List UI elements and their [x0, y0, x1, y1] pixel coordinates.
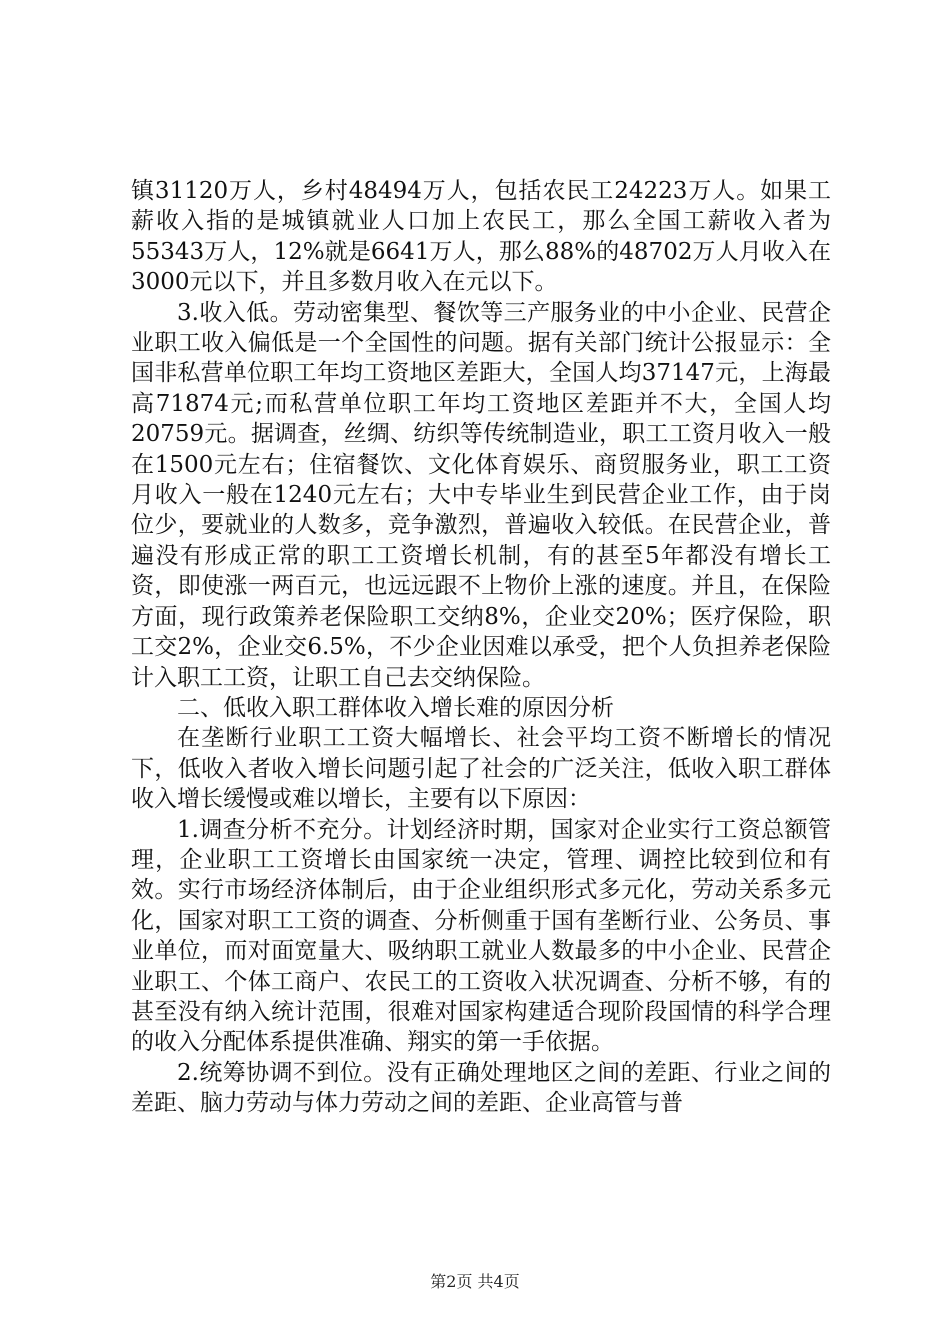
- paragraph-3: 在垄断行业职工工资大幅增长、社会平均工资不断增长的情况下，低收入者收入增长问题引起了社会的广泛关注，低收入职工群体收入增长缓慢或难以增长，主要有以下原因：: [131, 725, 831, 813]
- page-footer: [0, 1272, 950, 1292]
- page-number: 第2页 共4页: [430, 1272, 520, 1291]
- paragraph-1: 镇31120万人，乡村48494万人，包括农民工24223万人。如果工薪收入指的是城镇就业人口加上农民工，那么全国工薪收入者为55343万人，12%就是6641万人，那么88%的48702万人月收入在3000元以下，并且多数月收入在元以下。: [131, 178, 831, 296]
- section-heading: 二、低收入职工群体收入增长难的原因分析: [177, 694, 614, 721]
- paragraph-5: 2.统筹协调不到位。没有正确处理地区之间的差距、行业之间的差距、脑力劳动与体力劳动之间的差距、企业高管与普: [131, 1059, 831, 1117]
- body-text: [131, 176, 831, 1119]
- paragraph-4: 1.调查分析不充分。计划经济时期，国家对企业实行工资总额管理，企业职工工资增长由国家统一决定，管理、调控比较到位和有效。实行市场经济体制后，由于企业组织形式多元化，劳动关系多元化，国家对职工工资的调查、分析侧重于国有垄断行业、公务员、事业单位，而对面宽量大、吸纳职工就业人数最多的中小企业、民营企业职工、个体工商户、农民工的工资收入状况调查、分析不够，有的甚至没有纳入统计范围，很难对国家构建适合现阶段国情的科学合理的收入分配体系提供准确、翔实的第一手依据。: [131, 816, 831, 1056]
- paragraph-2: 3.收入低。劳动密集型、餐饮等三产服务业的中小企业、民营企业职工收入偏低是一个全国性的问题。据有关部门统计公报显示：全国非私营单位职工年均工资地区差距大，全国人均37147元，上海最高71874元;而私营单位职工年均工资地区差距并不大，全国人均20759元。据调查，丝绸、纺织等传统制造业，职工工资月收入一般在1500元左右；住宿餐饮、文化体育娱乐、商贸服务业，职工工资月收入一般在1240元左右；大中专毕业生到民营企业工作，由于岗位少，要就业的人数多，竞争激烈，普遍收入较低。在民营企业，普遍没有形成正常的职工工资增长机制，有的甚至5年都没有增长工资，即使涨一两百元，也远远跟不上物价上涨的速度。并且，在保险方面，现行政策养老保险职工交纳8%，企业交20%；医疗保险，职工交2%，企业交6.5%，不少企业因难以承受，把个人负担养老保险计入职工工资，让职工自己去交纳保险。: [131, 299, 831, 691]
